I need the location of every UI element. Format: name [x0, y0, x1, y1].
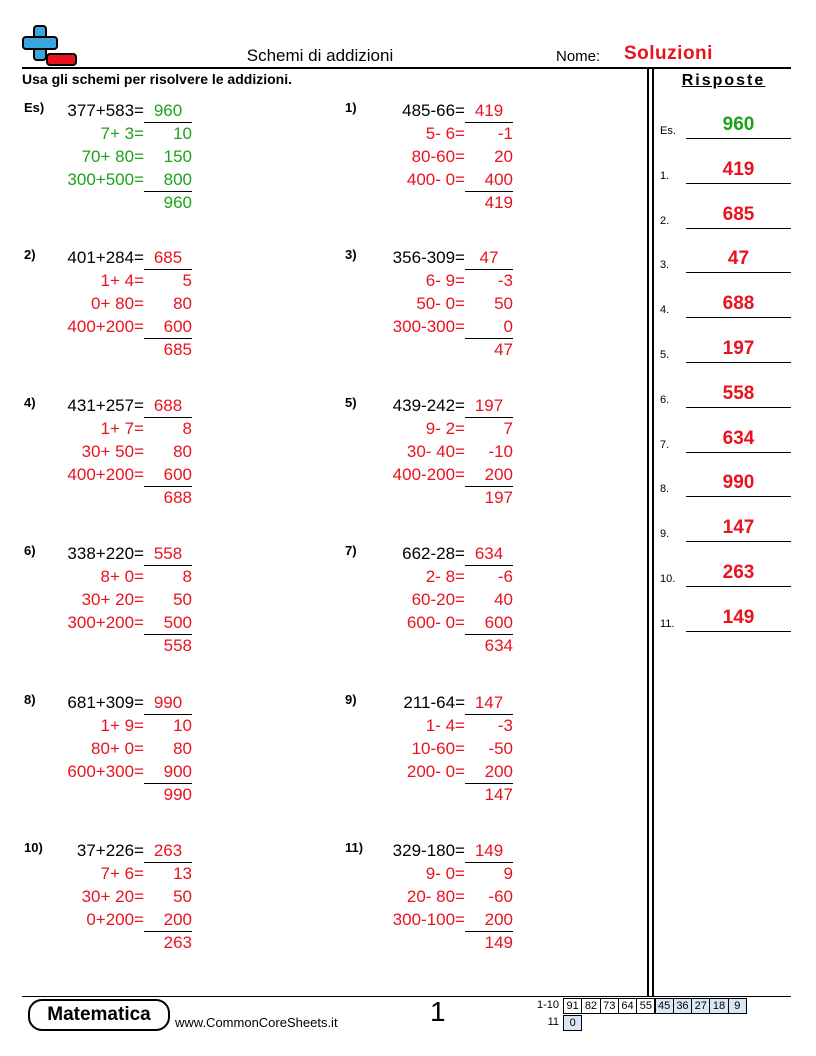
answer-value: 47 — [727, 248, 750, 270]
answer-line — [686, 631, 791, 632]
problem — [345, 395, 525, 525]
partial-expression: 300-100= — [392, 910, 465, 929]
problem — [24, 840, 204, 970]
answer-line — [686, 228, 791, 229]
partial-expression: 300+500= — [67, 170, 144, 189]
problem-expression: 377+583= — [67, 101, 144, 120]
partial-expression: 200- 0= — [406, 762, 465, 781]
partial-expression: 0+200= — [86, 910, 144, 929]
answer-label: 5. — [660, 349, 670, 361]
partial-result: 600 — [163, 465, 192, 484]
answer-line — [686, 317, 791, 318]
partial-result: 80 — [173, 739, 192, 758]
partial-result: 200 — [484, 910, 513, 929]
answer-row — [660, 429, 791, 453]
problem-answer: 47 — [479, 248, 499, 267]
answer-row — [660, 115, 791, 139]
problem-total: 688 — [163, 488, 192, 507]
brand-logo: Matematica — [28, 999, 170, 1031]
answer-column-divider-inner — [652, 68, 654, 996]
score-cell: 36 — [673, 998, 692, 1014]
partial-result: -1 — [497, 124, 513, 143]
answer-label: 6. — [660, 393, 670, 406]
problem-expression: 431+257= — [67, 396, 144, 415]
problem-total: 47 — [494, 340, 513, 359]
problem-answer: 634 — [474, 544, 504, 563]
answer-row — [660, 339, 791, 363]
partial-expression: 10-60= — [411, 739, 465, 758]
answer-value: 558 — [722, 382, 755, 404]
problem-expression: 356-309= — [392, 248, 465, 267]
partial-expression: 600- 0= — [406, 613, 465, 632]
partial-expression: 30- 40= — [406, 442, 465, 461]
partial-expression: 70+ 80= — [81, 147, 144, 166]
partial-result: 80 — [173, 294, 192, 313]
problem-total: 685 — [163, 340, 192, 359]
partial-result: 0 — [503, 317, 513, 336]
answer-value: 263 — [722, 562, 755, 583]
partial-result: -50 — [488, 739, 513, 758]
problem-expression: 485-66= — [402, 101, 465, 120]
partial-result: 800 — [163, 170, 192, 189]
partial-result: 10 — [173, 716, 192, 735]
problem-expression: 338+220= — [67, 544, 144, 563]
answer-row — [660, 518, 791, 542]
partial-expression: 30+ 20= — [81, 590, 144, 609]
score-cell: 64 — [618, 998, 637, 1014]
partial-result: 13 — [173, 864, 192, 883]
problem-total: 634 — [484, 636, 513, 655]
partial-expression: 300-300= — [392, 317, 465, 336]
problem-total: 960 — [163, 193, 192, 212]
partial-result: 40 — [494, 590, 513, 609]
partial-expression: 80+ 0= — [91, 739, 144, 758]
partial-expression: 400- 0= — [406, 170, 465, 189]
page-number: 1 — [430, 996, 446, 1027]
problem-answer: 685 — [153, 248, 183, 267]
problem-total: 419 — [484, 193, 513, 212]
problem-answer: 688 — [153, 396, 183, 415]
partial-result: 9 — [503, 864, 513, 883]
partial-result: -6 — [497, 567, 513, 586]
partial-expression: 2- 8= — [425, 567, 465, 586]
problem-number: 9) — [345, 692, 357, 707]
answer-column-divider — [647, 68, 649, 996]
partial-result: 20 — [494, 147, 513, 166]
partial-result: 50 — [173, 887, 192, 906]
partial-expression: 1- 4= — [425, 716, 465, 735]
answer-label: 3. — [660, 259, 670, 272]
answer-line — [686, 586, 791, 587]
partial-result: 8 — [182, 419, 192, 438]
score-cell: 82 — [581, 998, 600, 1014]
problem-answer: 960 — [153, 101, 183, 120]
problem-expression: 439-242= — [392, 396, 465, 415]
answer-label: 8. — [660, 483, 670, 496]
problem-number: 5) — [345, 395, 357, 410]
partial-expression: 20- 80= — [406, 887, 465, 906]
answer-row — [660, 205, 791, 229]
answer-line — [686, 496, 791, 497]
partial-expression: 9- 0= — [425, 864, 465, 883]
partial-result: 400 — [484, 170, 513, 189]
partial-result: -10 — [488, 442, 513, 461]
problem-total: 147 — [484, 785, 513, 804]
problem — [24, 543, 204, 673]
answer-line — [686, 362, 791, 363]
partial-expression: 50- 0= — [416, 294, 465, 313]
partial-expression: 300+200= — [67, 613, 144, 632]
partial-result: 8 — [182, 567, 192, 586]
partial-result: -3 — [497, 271, 513, 290]
partial-expression: 7+ 3= — [100, 124, 144, 143]
problem-answer: 419 — [474, 101, 504, 120]
answer-row — [660, 563, 791, 587]
partial-result: 600 — [163, 317, 192, 336]
header-divider — [22, 67, 791, 69]
answer-label: Es. — [660, 125, 676, 137]
partial-result: 50 — [173, 590, 192, 609]
problem — [24, 395, 204, 525]
answer-label: 10. — [660, 573, 676, 585]
partial-result: 900 — [163, 762, 192, 781]
problem — [345, 692, 525, 822]
score-row-label: 11 — [547, 1016, 559, 1028]
answer-label: 2. — [660, 214, 670, 227]
problem-number: 4) — [24, 395, 36, 410]
problem-expression: 329-180= — [392, 841, 465, 860]
problem-number: 6) — [24, 543, 36, 558]
problem-number: 8) — [24, 692, 36, 707]
answer-value: 960 — [722, 114, 755, 135]
score-cell: 91 — [563, 998, 582, 1014]
problem-total: 149 — [484, 933, 513, 952]
score-cell: 0 — [563, 1015, 582, 1031]
partial-result: 600 — [484, 613, 513, 632]
answer-label: 1. — [660, 169, 670, 182]
answer-value: 688 — [722, 293, 755, 315]
partial-result: 500 — [163, 613, 192, 632]
problem — [345, 543, 525, 673]
partial-expression: 1+ 9= — [100, 716, 144, 735]
answer-value: 634 — [722, 427, 755, 449]
problem — [24, 247, 204, 377]
score-cell: 45 — [655, 998, 674, 1014]
partial-expression: 6- 9= — [425, 271, 465, 290]
name-label: Nome: — [556, 48, 601, 65]
partial-expression: 80-60= — [411, 147, 465, 166]
partial-result: 5 — [182, 271, 192, 290]
problem — [345, 840, 525, 970]
answer-line — [686, 272, 791, 273]
partial-expression: 60-20= — [411, 590, 465, 609]
answer-value: 149 — [722, 606, 755, 628]
score-cell: 18 — [709, 998, 728, 1014]
score-cell: 55 — [636, 998, 655, 1014]
partial-expression: 30+ 50= — [81, 442, 144, 461]
problem-answer: 197 — [474, 396, 504, 415]
partial-expression: 8+ 0= — [100, 567, 144, 586]
answer-line — [686, 541, 791, 542]
partial-result: 200 — [484, 465, 513, 484]
answer-row — [660, 473, 791, 497]
name-value: Soluzioni — [624, 43, 713, 64]
problem — [345, 247, 525, 377]
site-url: www.CommonCoreSheets.it — [175, 1015, 338, 1030]
plus-minus-logo-icon — [22, 24, 78, 68]
instructions: Usa gli schemi per risolvere le addizioni. — [22, 71, 292, 87]
score-row-label: 1-10 — [536, 999, 559, 1011]
problem-number: 2) — [24, 247, 36, 262]
partial-expression: 30+ 20= — [81, 887, 144, 906]
partial-result: 200 — [484, 762, 513, 781]
problem-number: 10) — [24, 840, 43, 855]
answer-value: 419 — [722, 158, 755, 180]
partial-result: 10 — [173, 124, 192, 143]
problem-expression: 211-64= — [403, 693, 465, 712]
problem-answer: 149 — [474, 841, 504, 860]
score-cell: 27 — [691, 998, 710, 1014]
answers-title: Risposte — [681, 72, 766, 89]
partial-result: 7 — [503, 419, 513, 438]
answer-line — [686, 138, 791, 139]
answer-line — [686, 452, 791, 453]
partial-result: 50 — [494, 294, 513, 313]
problem-number: 3) — [345, 247, 357, 262]
partial-expression: 0+ 80= — [91, 294, 144, 313]
partial-expression: 400-200= — [392, 465, 465, 484]
answer-value: 147 — [722, 517, 755, 539]
answer-label: 4. — [660, 304, 670, 317]
problem-expression: 662-28= — [402, 544, 465, 563]
problem-answer: 147 — [474, 693, 504, 712]
page-title: Schemi di addizioni — [246, 46, 394, 65]
problem-expression: 401+284= — [67, 248, 144, 267]
score-cell: 9 — [728, 998, 747, 1014]
answer-row — [660, 249, 791, 273]
answer-value: 197 — [722, 338, 755, 359]
partial-expression: 400+200= — [67, 465, 144, 484]
partial-expression: 600+300= — [67, 762, 144, 781]
partial-expression: 9- 2= — [425, 419, 465, 438]
problem-number: Es) — [24, 100, 45, 115]
problem-total: 263 — [163, 933, 192, 952]
partial-result: -60 — [488, 887, 513, 906]
problem-total: 990 — [163, 785, 192, 804]
problem — [24, 100, 204, 230]
answer-row — [660, 384, 791, 408]
answer-label: 9. — [660, 528, 670, 541]
answer-line — [686, 183, 791, 184]
answer-value: 990 — [722, 472, 755, 494]
partial-result: 200 — [163, 910, 192, 929]
answer-label: 7. — [660, 438, 670, 451]
problem-answer: 263 — [153, 841, 183, 860]
problem-expression: 37+226= — [76, 841, 144, 860]
partial-expression: 1+ 4= — [100, 271, 144, 290]
answer-label: 11. — [660, 617, 675, 630]
partial-expression: 1+ 7= — [100, 419, 144, 438]
partial-expression: 7+ 6= — [100, 864, 144, 883]
problem — [24, 692, 204, 822]
problem-number: 7) — [345, 543, 357, 558]
answer-row — [660, 294, 791, 318]
partial-result: -3 — [497, 716, 513, 735]
answer-line — [686, 407, 791, 408]
score-cell: 73 — [600, 998, 619, 1014]
problem — [345, 100, 525, 230]
problem-answer: 558 — [153, 544, 183, 563]
partial-expression: 400+200= — [67, 317, 144, 336]
answer-value: 685 — [722, 203, 755, 225]
problem-total: 558 — [163, 636, 192, 655]
problem-number: 11) — [345, 840, 364, 855]
partial-result: 150 — [163, 147, 192, 166]
answer-row — [660, 608, 791, 632]
footer-divider — [22, 996, 791, 997]
problem-answer: 990 — [153, 693, 183, 712]
problem-total: 197 — [484, 488, 513, 507]
problem-number: 1) — [345, 100, 357, 115]
partial-expression: 5- 6= — [425, 124, 465, 143]
answer-row — [660, 160, 791, 184]
problem-expression: 681+309= — [67, 693, 144, 712]
partial-result: 80 — [173, 442, 192, 461]
